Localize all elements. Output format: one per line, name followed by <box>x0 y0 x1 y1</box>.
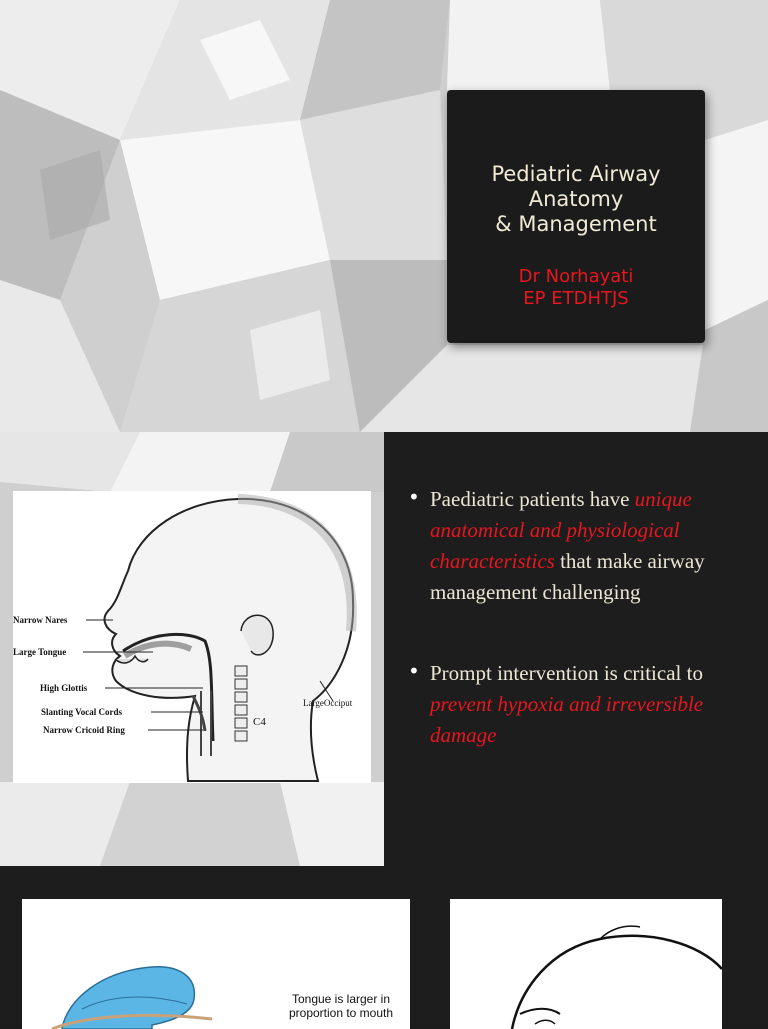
pediatric-airway-diagram <box>13 491 371 783</box>
title-slide <box>0 0 768 432</box>
tongue-slide <box>0 866 768 1024</box>
label-narrow-cricoid-ring: Narrow Cricoid Ring <box>43 725 125 735</box>
label-slanting-vocal-cords: Slanting Vocal Cords <box>41 707 123 717</box>
bullet-1-emphasis: unique anatomical and physiological characteristics <box>430 487 692 573</box>
title-line-2: Anatomy <box>528 187 624 211</box>
bullet-item-1 <box>430 484 760 608</box>
author <box>447 266 705 310</box>
title-line-3: & Management <box>495 212 657 236</box>
bullet-1-text-b: that make airway management challenging <box>430 549 705 604</box>
tongue-caption: Tongue is larger in proportion to mouth <box>288 992 394 1020</box>
slide-title <box>447 162 705 237</box>
label-c4: C4 <box>253 716 266 728</box>
author-name: Dr Norhayati <box>518 266 634 287</box>
bullet-2-text-a: Prompt intervention is critical to <box>430 661 703 685</box>
label-large-tongue: Large Tongue <box>13 647 67 657</box>
label-high-glottis: High Glottis <box>40 683 88 693</box>
label-narrow-nares: Narrow Nares <box>13 615 68 625</box>
tongue-diagram <box>22 899 410 1029</box>
bullet-panel <box>384 432 768 866</box>
bullet-2-emphasis: prevent hypoxia and irreversible damage <box>430 692 704 747</box>
author-affiliation: EP ETDHTJS <box>523 288 629 309</box>
cube-background-left <box>0 432 384 866</box>
bullet-1-text-a: Paediatric patients have <box>430 487 635 511</box>
anatomy-slide <box>0 432 768 866</box>
bullet-list <box>430 484 760 801</box>
infant-head-sketch <box>450 899 722 1029</box>
title-line-1: Pediatric Airway <box>491 162 661 186</box>
title-box <box>447 90 705 343</box>
bullet-item-2 <box>430 658 760 751</box>
label-large-occiput: LargeOcciput <box>303 698 353 708</box>
